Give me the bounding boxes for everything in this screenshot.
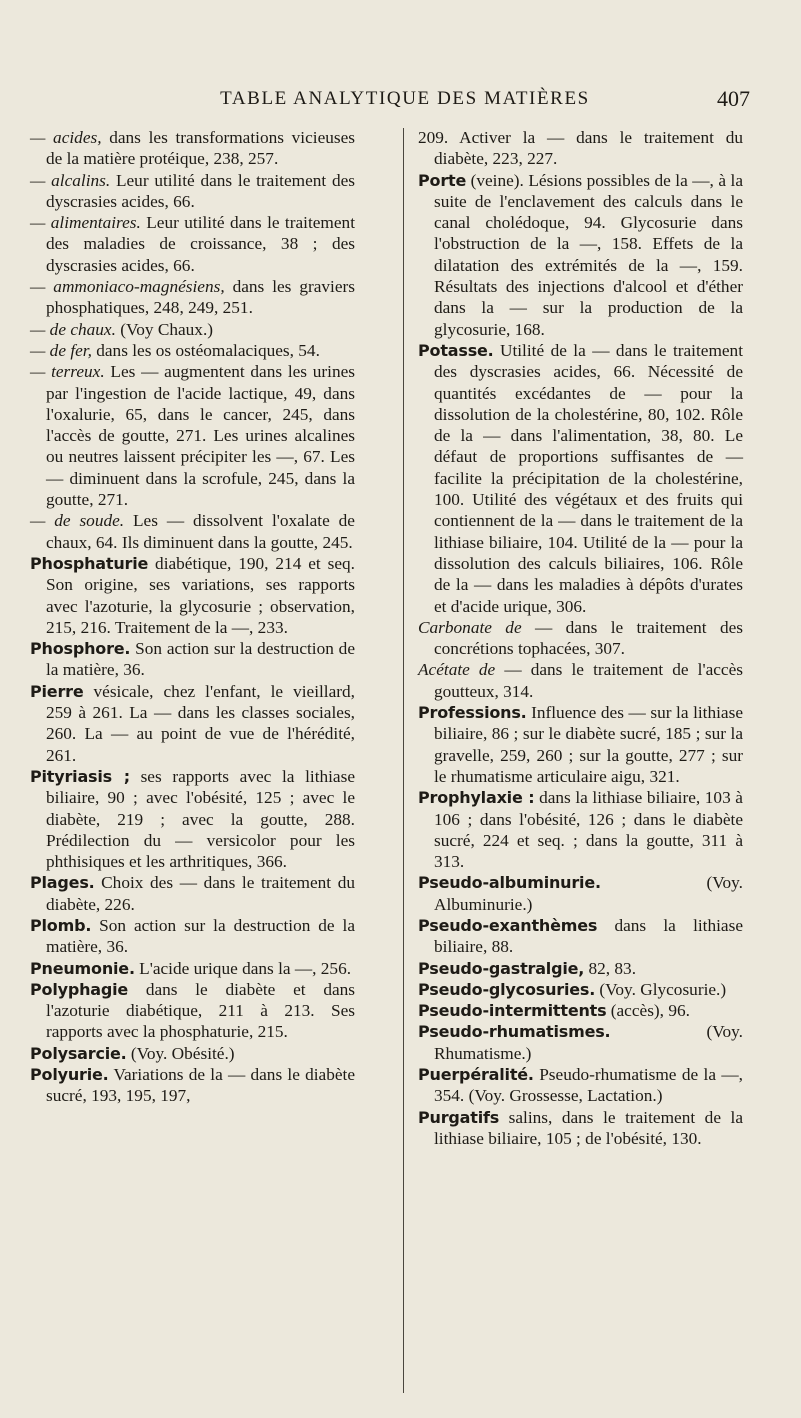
index-entry — [30, 212, 355, 276]
index-entry — [418, 787, 743, 872]
index-entry-heading: Puerpéralité. — [418, 1065, 534, 1085]
index-entry — [30, 1064, 355, 1107]
index-column-right — [418, 127, 743, 1149]
index-entry-heading: Phosphore. — [30, 639, 131, 659]
index-entry-heading: Polyphagie — [30, 979, 129, 999]
index-entry-heading: Pseudo-rhumatismes. — [418, 1022, 611, 1042]
page-number: 407 — [717, 86, 750, 111]
index-entry-heading: Pierre — [30, 681, 84, 701]
index-entry-heading: Plages. — [30, 873, 95, 893]
index-entry — [418, 1000, 743, 1021]
index-entry-heading: Professions. — [418, 703, 527, 723]
index-entry-subheading: Acétate de — [418, 660, 496, 680]
index-entry-heading: Pityriasis ; — [30, 766, 130, 786]
index-entry-text: (Voy. Obésité.) — [126, 1043, 235, 1063]
index-entry — [418, 958, 743, 979]
index-entry-text: dans les graviers phosphatiques, 248, 249, 251. — [46, 277, 355, 318]
index-entry-text: Choix des — dans le traitement du diabète, 226. — [46, 873, 355, 914]
index-entry — [30, 127, 355, 170]
index-entry-text: Variations de la — dans le diabète sucré, 193, 195, 197, — [46, 1065, 355, 1106]
index-entry-text: — dans le traitement des concrétions tophacées, 307. — [434, 617, 744, 659]
index-entry-text: dans les os ostéomalaciques, 54. — [91, 340, 320, 360]
page-header — [60, 86, 750, 116]
index-entry — [418, 872, 743, 915]
index-entry-text: (Voy Chaux.) — [115, 319, 214, 339]
index-entry — [418, 979, 743, 1000]
index-entry-heading: Plomb. — [30, 915, 92, 935]
index-entry-heading: Prophylaxie : — [418, 788, 535, 808]
index-entry — [30, 915, 355, 958]
index-entry — [30, 638, 355, 681]
index-entry-text: dans le diabète et dans l'azoturie diabétique, 211 à 213. Ses rapports avec la phosphaturie, 215. — [46, 979, 355, 1042]
index-entry-text: Influence des — sur la lithiase biliaire, 86 ; sur le diabète sucré, 185 ; sur la gravelle, 259, 260 ; sur la goutte, 277 ; sur le rhumatisme articulaire aigu, 321. — [434, 703, 743, 786]
index-entry — [30, 958, 355, 979]
index-entry — [30, 361, 355, 510]
index-entry-text: Leur utilité dans le traitement des dyscrasies acides, 66. — [46, 170, 355, 211]
index-entry — [30, 276, 355, 319]
column-divider — [403, 128, 404, 1393]
index-entry-text: (Voy. Rhumatisme.) — [434, 1022, 743, 1063]
index-entry-text: dans la lithiase biliaire, 88. — [434, 915, 743, 957]
index-entry-subheading: Carbonate de — [418, 617, 522, 637]
index-entry-subheading: — ammoniaco-magnésiens, — [30, 277, 225, 297]
index-entry-text: ses rapports avec la lithiase biliaire, 90 ; avec l'obésité, 125 ; avec le diabète, 219 ; avec la goutte, 288. Prédilection du — versicolor pour les phthisiques et les arthritiques, 366. — [46, 766, 355, 872]
index-entry — [418, 1021, 743, 1064]
index-entry-text: dans la lithiase biliaire, 103 à 106 ; dans l'obésité, 126 ; dans le diabète sucré, 224 et seq. ; dans la goutte, 311 à 313. — [434, 788, 743, 872]
index-entry-text: Son action sur la destruction de la matière, 36. — [46, 915, 355, 957]
index-entry — [30, 340, 355, 361]
index-entry — [418, 702, 743, 787]
index-entry-text: Utilité de la — dans le traitement des dyscrasies acides, 66. Nécessité de quantités excédantes de — pour la dissolution de la cholestérine, 80, 102. Rôle de la — dans l'alimentation, 38, 80. Le défaut de proportions suffisantes de — facilite la précipitation de la cholestérine, 100. Utilité des végétaux et des fruits qui contiennent de la — dans le traitement de la lithiase biliaire, 104. Utilité de la — pour la dissolution des calculs biliaires, 106. Rôle de la — dans les maladies à dépôts d'urates et d'acide urique, 306. — [434, 340, 743, 616]
index-entry-heading: Purgatifs — [418, 1107, 500, 1127]
index-entry-text: salins, dans le traitement de la lithiase biliaire, 105 ; de l'obésité, 130. — [434, 1107, 743, 1148]
index-entry-heading: Potasse. — [418, 340, 494, 360]
index-entry-text: (accès), 96. — [606, 1001, 690, 1021]
index-entry-heading: Porte — [418, 170, 467, 190]
index-entry-text: 209. Activer la — dans le traitement du diabète, 223, 227. — [418, 128, 743, 169]
index-entry-heading: Pseudo-albuminurie. — [418, 873, 601, 893]
index-entry-heading: Pseudo-gastralgie, — [418, 958, 585, 978]
index-entry-subheading: — acides, — [30, 128, 102, 147]
index-entry — [30, 170, 355, 213]
index-entry-subheading: — de fer, — [30, 340, 92, 360]
index-entry-heading: Pneumonie. — [30, 958, 135, 978]
index-entry-heading: Pseudo-glycosuries. — [418, 979, 596, 999]
index-entry — [418, 340, 743, 617]
index-entry — [30, 681, 355, 766]
index-entry — [418, 617, 743, 660]
index-entry-heading: Phosphaturie — [30, 553, 149, 573]
index-entry-text: (Voy. Glycosurie.) — [595, 979, 727, 999]
index-entry-heading: Polysarcie. — [30, 1043, 127, 1063]
index-entry-heading: Polyurie. — [30, 1065, 109, 1085]
index-entry — [30, 872, 355, 915]
index-entry — [30, 766, 355, 872]
index-entry-text: diabétique, 190, 214 et seq. Son origine, ses variations, ses rapports avec l'azoturie, la glycosurie ; observation, 215, 216. Traitement de la —, 233. — [46, 553, 355, 637]
index-entry-subheading: — alimentaires. — [30, 213, 141, 233]
index-entry-subheading: — de soude. — [30, 511, 125, 531]
index-entry-text: (veine). Lésions possibles de la —, à la suite de l'enclavement des calculs dans le canal cholédoque, 94. Glycosurie dans l'obstruction de la —, 158. Effets de la dilatation des extrémités de la —, 159. Résultats des injections d'alcool et d'éther dans la — sur la production de la glycosurie, 168. — [434, 170, 743, 339]
index-entry — [30, 979, 355, 1043]
index-entry — [418, 659, 743, 702]
index-entry — [418, 915, 743, 958]
index-entry-text: — dans le traitement de l'accès goutteux, 314. — [434, 660, 743, 701]
index-entry-text: Son action sur la destruction de la matière, 36. — [46, 639, 355, 680]
index-entry — [30, 319, 355, 340]
index-entry-text: Les — dissolvent l'oxalate de chaux, 64. Ils diminuent dans la goutte, 245. — [46, 511, 355, 552]
index-entry-text: 82, 83. — [584, 958, 637, 978]
index-entry — [30, 510, 355, 553]
index-entry-text: vésicale, chez l'enfant, le vieillard, 259 à 261. La — dans les classes sociales, 260. La — au point de vue de l'hérédité, 261. — [46, 681, 355, 765]
index-entry-text: dans les transformations vicieuses de la matière protéique, 238, 257. — [46, 128, 355, 169]
index-entry — [30, 553, 355, 638]
index-entry-subheading: — alcalins. — [30, 170, 111, 190]
running-title: TABLE ANALYTIQUE DES MATIÈRES — [220, 88, 590, 109]
index-entry-text: (Voy. Albuminurie.) — [434, 873, 743, 914]
index-entry — [418, 170, 743, 340]
index-entry — [418, 127, 743, 170]
index-column-left — [30, 127, 355, 1107]
index-entry-heading: Pseudo-exanthèmes — [418, 915, 598, 935]
index-entry-text: Les — augmentent dans les urines par l'ingestion de l'acide lactique, 49, dans l'oxalurie, 65, dans le cancer, 245, dans l'accès de goutte, 271. Les urines alcalines ou neutres laissent précipiter les —, 67. Les — diminuent dans la scrofule, 245, dans la goutte, 271. — [46, 362, 355, 510]
index-entry — [418, 1064, 743, 1107]
index-entry-text: L'acide urique dans la —, 256. — [134, 958, 352, 978]
index-entry-text: Pseudo-rhumatisme de la —, 354. (Voy. Grossesse, Lactation.) — [434, 1065, 743, 1106]
index-entry-heading: Pseudo-intermittents — [418, 1001, 607, 1021]
index-entry-subheading: — terreux. — [30, 362, 105, 382]
index-entry-subheading: — de chaux. — [30, 319, 116, 339]
index-entry-text: Leur utilité dans le traitement des maladies de croissance, 38 ; des dyscrasies acides, 66. — [46, 213, 355, 275]
index-entry — [30, 1043, 355, 1064]
index-entry — [418, 1107, 743, 1150]
